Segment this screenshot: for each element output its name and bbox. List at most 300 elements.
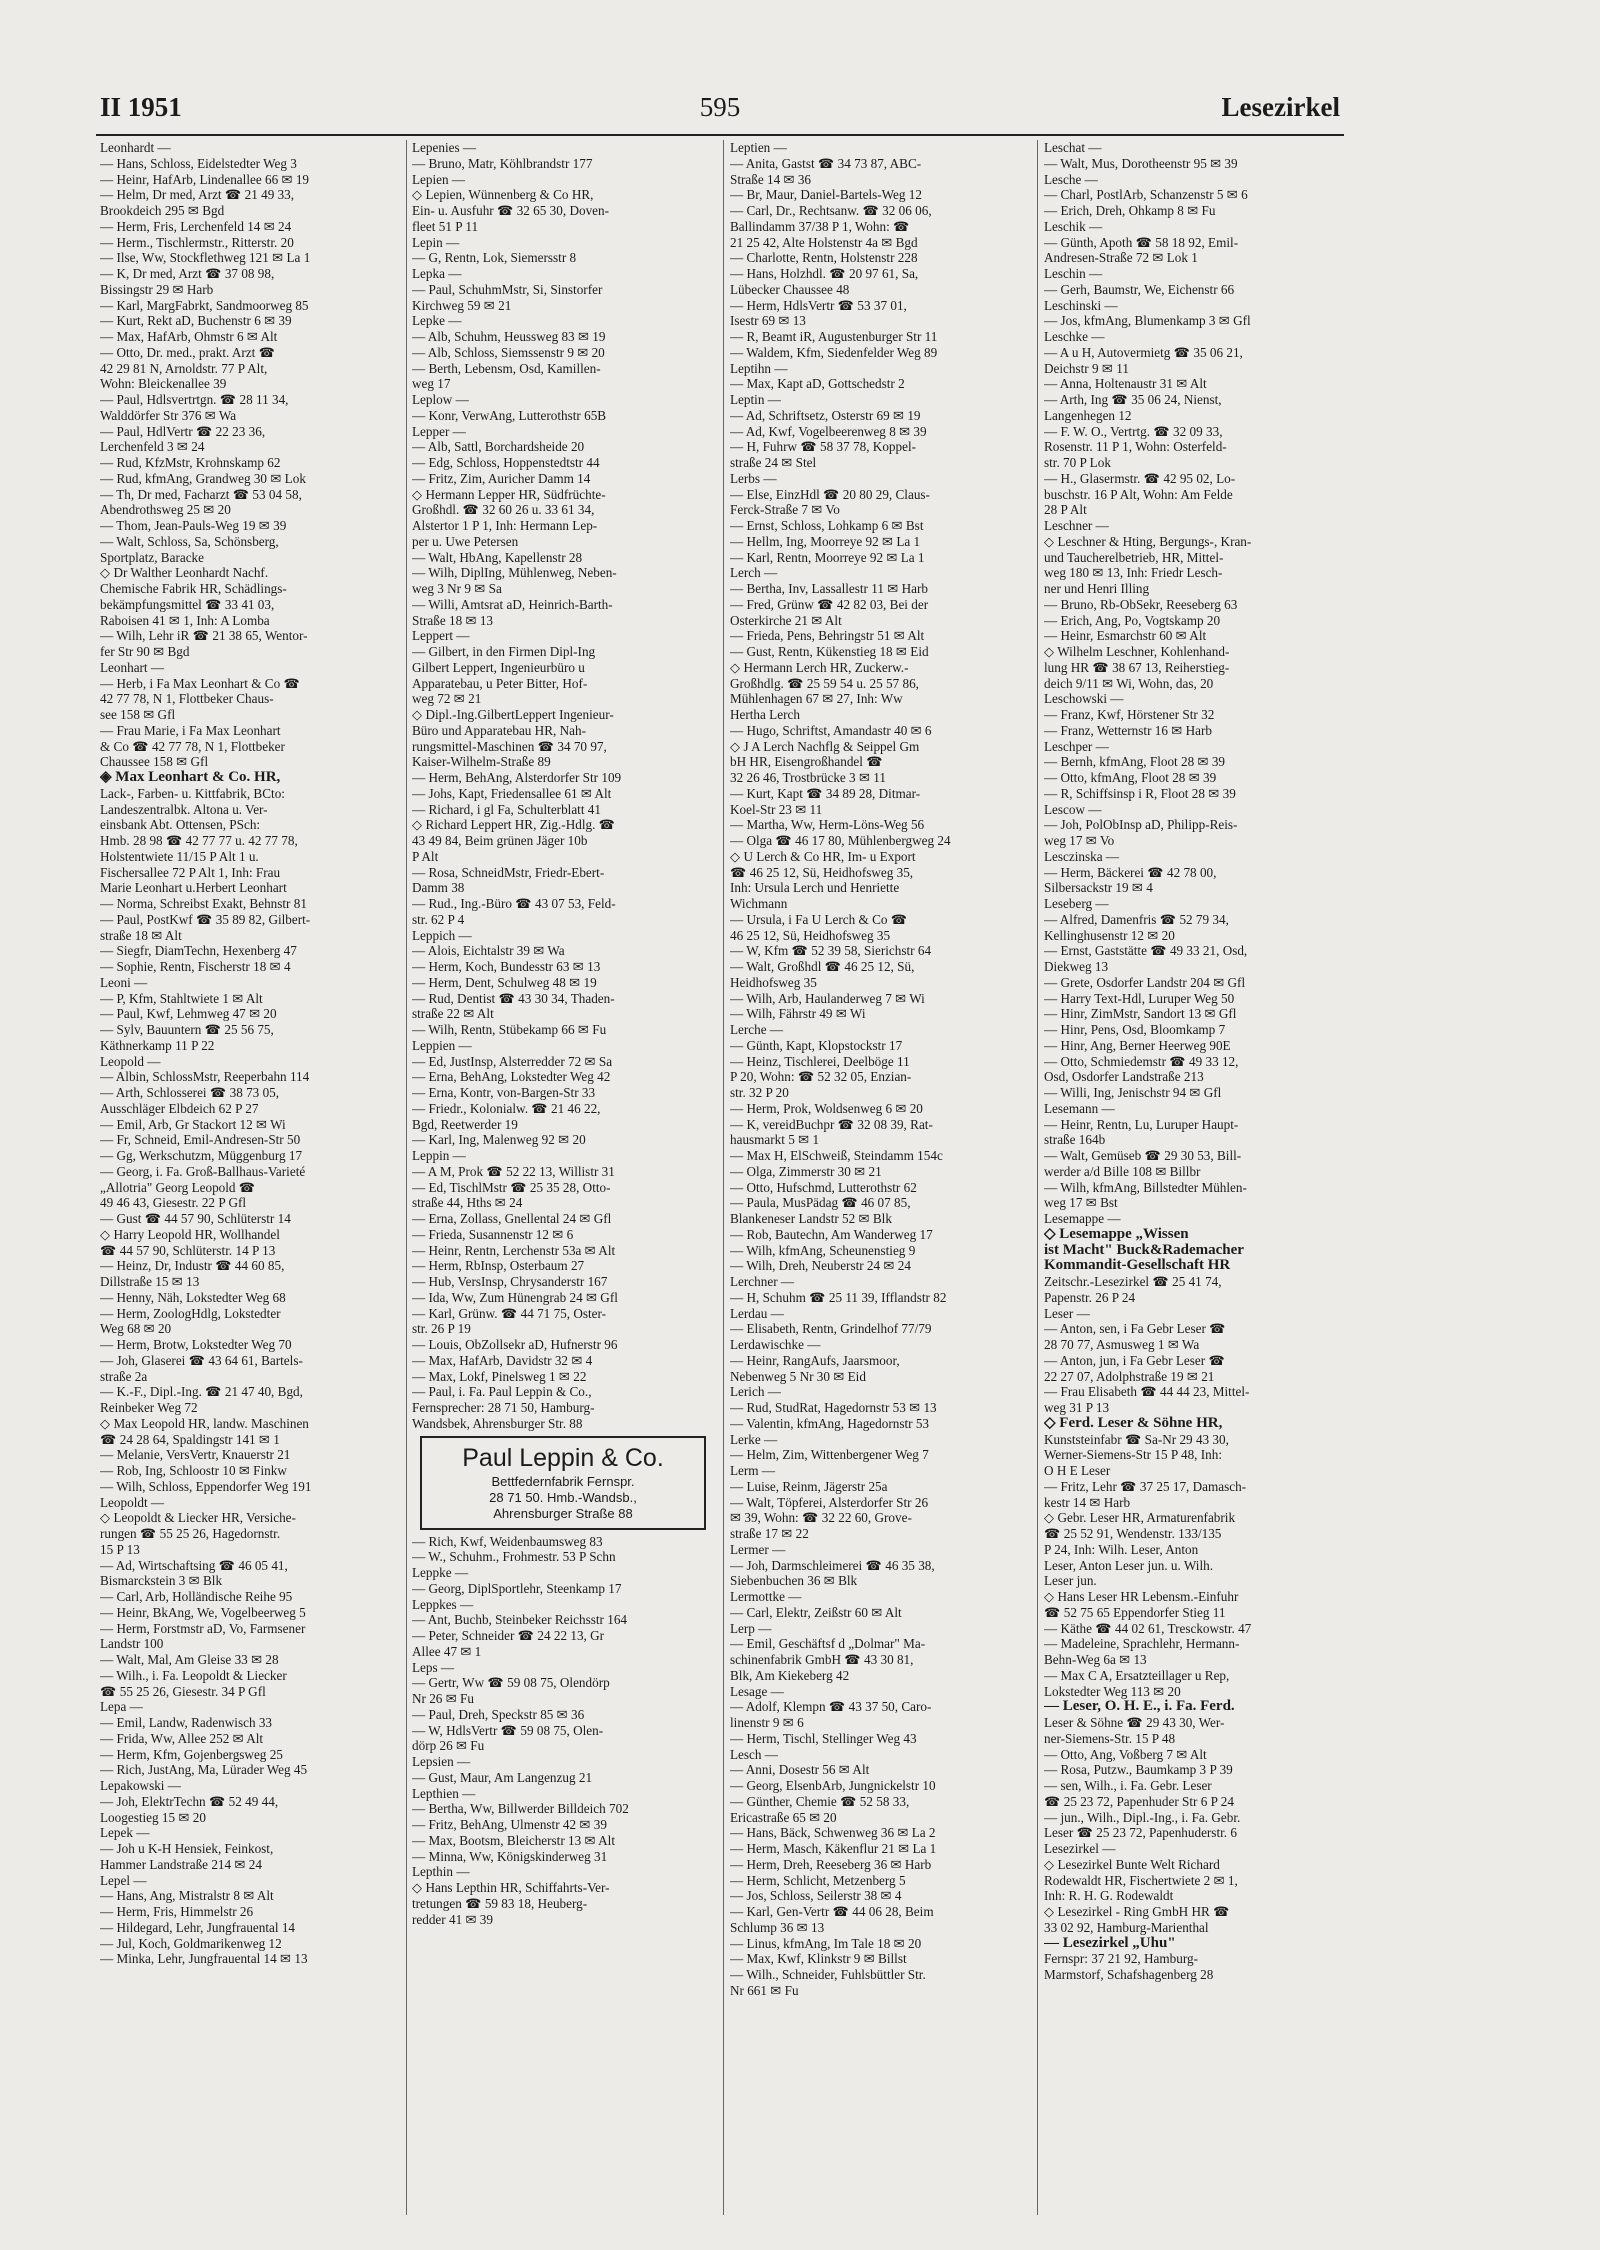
directory-entry-line: P 20, Wohn: ☎ 52 32 05, Enzian- bbox=[730, 1069, 912, 1085]
directory-entry-line: — Wilh., Schneider, Fuhlsbüttler Str. bbox=[730, 1967, 926, 1982]
directory-entry-line: ◇ Leopoldt & Liecker HR, Versiche- bbox=[100, 1510, 296, 1526]
directory-entry-line: — Sylv, Bauuntern ☎ 25 56 75, bbox=[100, 1022, 274, 1037]
directory-entry-line: ◇ Leschner & Hting, Bergungs-, Kran- bbox=[1044, 533, 1252, 549]
surname-heading: Lesemappe — bbox=[1044, 1211, 1121, 1226]
directory-entry-line: — Ed, JustInsp, Alsterredder 72 ✉ Sa bbox=[412, 1053, 613, 1069]
directory-entry-line: — Wilh, kfmAng, Scheunenstieg 9 bbox=[730, 1242, 916, 1258]
surname-heading: Leplow — bbox=[412, 392, 469, 407]
directory-entry-line: — Ernst, Schloss, Lohkamp 6 ✉ Bst bbox=[730, 518, 924, 533]
directory-entry-line: — Franz, Wetternstr 16 ✉ Harb bbox=[1044, 722, 1212, 738]
directory-entry-line: — Karl, Rentn, Moorreye 92 ✉ La 1 bbox=[730, 549, 925, 565]
directory-entry-line: Straße 18 ✉ 13 bbox=[412, 612, 494, 628]
surname-heading: Lepper — bbox=[412, 423, 466, 439]
directory-entry-line: — Joh u K-H Hensiek, Feinkost, bbox=[100, 1841, 274, 1856]
directory-entry-line: — Paul, i. Fa. Paul Leppin & Co., bbox=[412, 1384, 592, 1400]
directory-entry-line: — Herm, Bäckerei ☎ 42 78 00, bbox=[1044, 864, 1217, 880]
directory-entry-line: — Hellm, Ing, Moorreye 92 ✉ La 1 bbox=[730, 533, 921, 549]
directory-entry-line: — Konr, VerwAng, Lutterothstr 65B bbox=[412, 407, 607, 423]
directory-entry-line: werder a/d Bille 108 ✉ Billbr bbox=[1044, 1163, 1201, 1179]
directory-entry-line: Fernsprecher: 28 71 50, Hamburg- bbox=[412, 1400, 595, 1415]
directory-entry-line: — Wilh, Schloss, Eppendorfer Weg 191 bbox=[100, 1478, 312, 1494]
directory-entry-line: — Herm, HdlsVertr ☎ 53 37 01, bbox=[730, 297, 907, 313]
directory-entry-line: Deichstr 9 ✉ 11 bbox=[1044, 360, 1129, 376]
directory-entry-line: — Hugo, Schriftst, Amandastr 40 ✉ 6 bbox=[730, 722, 932, 738]
directory-entry-line: 21 25 42, Alte Holstenstr 4a ✉ Bgd bbox=[730, 234, 918, 250]
directory-entry-line: — Walt, Töpferei, Alsterdorfer Str 26 bbox=[730, 1494, 929, 1510]
directory-entry-line: ◇ Lesemappe „Wissen bbox=[1044, 1226, 1189, 1242]
directory-entry-line: str. 70 P Lok bbox=[1044, 455, 1111, 470]
directory-entry-line: — Kurt, Rekt aD, Buchenstr 6 ✉ 39 bbox=[100, 313, 292, 329]
directory-entry-line: — Anton, sen, i Fa Gebr Leser ☎ bbox=[1044, 1321, 1226, 1337]
directory-entry-line: — Fritz, Zim, Auricher Damm 14 bbox=[412, 470, 591, 486]
directory-column-4 bbox=[1044, 140, 1344, 2220]
directory-entry-line: — Carl, Elektr, Zeißstr 60 ✉ Alt bbox=[730, 1604, 902, 1620]
directory-entry-line: — Thom, Jean-Pauls-Weg 19 ✉ 39 bbox=[100, 518, 287, 533]
directory-entry-line: Sportplatz, Baracke bbox=[100, 549, 204, 565]
directory-entry-line: ◇ Wilhelm Leschner, Kohlenhand- bbox=[1044, 644, 1230, 659]
directory-entry-line: Nebenweg 5 Nr 30 ✉ Eid bbox=[730, 1368, 866, 1384]
directory-entry-line: Walddörfer Str 376 ✉ Wa bbox=[100, 407, 237, 423]
directory-entry-line: Leser jun. bbox=[1044, 1573, 1097, 1589]
directory-entry-line: — Henny, Näh, Lokstedter Weg 68 bbox=[100, 1289, 286, 1305]
directory-entry-line: — Walt, Großhdl ☎ 46 25 12, Sü, bbox=[730, 959, 915, 974]
directory-entry-line: Hammer Landstraße 214 ✉ 24 bbox=[100, 1856, 262, 1872]
directory-entry-line: — Berth, Lebensm, Osd, Kamillen- bbox=[412, 360, 601, 376]
directory-entry-line: — Gust, Rentn, Kükenstieg 18 ✉ Eid bbox=[730, 644, 929, 659]
directory-entry-line: kestr 14 ✉ Harb bbox=[1044, 1494, 1131, 1510]
directory-entry-line: — Alb, Schuhm, Heussweg 83 ✉ 19 bbox=[412, 329, 606, 344]
advertisement-line: 28 71 50. Hmb.-Wandsb., bbox=[489, 1489, 637, 1505]
directory-entry-line: Ericastraße 65 ✉ 20 bbox=[730, 1809, 837, 1825]
directory-entry-line: ner-Siemens-Str. 15 P 48 bbox=[1044, 1730, 1176, 1746]
directory-entry-line: — W, Kfm ☎ 52 39 58, Sierichstr 64 bbox=[730, 943, 932, 959]
column-divider bbox=[406, 140, 407, 2215]
directory-entry-line: — Karl, MargFabrkt, Sandmoorweg 85 bbox=[100, 297, 309, 313]
directory-entry-line: — Walt, HbAng, Kapellenstr 28 bbox=[412, 549, 583, 565]
directory-entry-line: — Linus, kfmAng, Im Tale 18 ✉ 20 bbox=[730, 1935, 922, 1951]
directory-entry-line: — Lesezirkel „Uhu" bbox=[1044, 1935, 1176, 1951]
directory-entry-line: Inh: Ursula Lerch und Henriette bbox=[730, 880, 900, 896]
directory-entry-line: — Harry Text-Hdl, Luruper Weg 50 bbox=[1044, 990, 1235, 1006]
directory-entry-line: Lack-, Farben- u. Kittfabrik, BCto: bbox=[100, 785, 285, 801]
directory-entry-line: — Olga, Zimmerstr 30 ✉ 21 bbox=[730, 1163, 882, 1179]
directory-entry-line: Hmb. 28 98 ☎ 42 77 77 u. 42 77 78, bbox=[100, 833, 298, 848]
directory-entry-line: — Heinz, Dr, Industr ☎ 44 60 85, bbox=[100, 1258, 285, 1274]
directory-entry-line: — Erna, Zollass, Gnellental 24 ✉ Gfl bbox=[412, 1211, 612, 1226]
directory-entry-line: ◇ J A Lerch Nachflg & Seippel Gm bbox=[730, 738, 920, 754]
surname-heading: Leptien — bbox=[730, 140, 787, 155]
surname-heading: Leschper — bbox=[1044, 738, 1109, 754]
directory-entry-line: — Fritz, Lehr ☎ 37 25 17, Damasch- bbox=[1044, 1478, 1247, 1494]
directory-entry-line: ◇ U Lerch & Co HR, Im- u Export bbox=[730, 848, 916, 864]
directory-entry-line: — Herm, RbInsp, Osterbaum 27 bbox=[412, 1258, 585, 1274]
directory-entry-line: straße 2a bbox=[100, 1368, 148, 1384]
directory-entry-line: — H., Glasermstr. ☎ 42 95 02, Lo- bbox=[1044, 470, 1236, 486]
directory-entry-line: — Franz, Kwf, Hörstener Str 32 bbox=[1044, 707, 1215, 722]
directory-entry-line: — Otto, Dr. med., prakt. Arzt ☎ bbox=[100, 344, 276, 360]
directory-entry-line: — Gust, Maur, Am Langenzug 21 bbox=[412, 1769, 593, 1785]
directory-entry-line: Hertha Lerch bbox=[730, 707, 800, 722]
directory-entry-line: — Frau Elisabeth ☎ 44 44 23, Mittel- bbox=[1044, 1384, 1250, 1400]
directory-entry-line: P Alt bbox=[412, 848, 439, 864]
directory-entry-line: bH HR, Eisengroßhandel ☎ bbox=[730, 754, 883, 770]
directory-entry-line: — Frau Marie, i Fa Max Leonhart bbox=[100, 722, 281, 738]
directory-entry-line: — Max, Bootsm, Bleicherstr 13 ✉ Alt bbox=[412, 1832, 615, 1848]
directory-entry-line: — Willi, Ing, Jenischstr 94 ✉ Gfl bbox=[1044, 1085, 1222, 1100]
directory-entry-line: — Wilh, kfmAng, Billstedter Mühlen- bbox=[1044, 1179, 1247, 1195]
surname-heading: Leptihn — bbox=[730, 360, 788, 376]
directory-entry-line: Osterkirche 21 ✉ Alt bbox=[730, 612, 842, 628]
directory-entry-line: — Erich, Dreh, Ohkamp 8 ✉ Fu bbox=[1044, 203, 1216, 218]
directory-entry-line: ☎ 25 23 72, Papenhuder Str 6 P 24 bbox=[1044, 1793, 1234, 1809]
directory-entry-line: Siebenbuchen 36 ✉ Blk bbox=[730, 1573, 858, 1589]
directory-entry-line: Werner-Siemens-Str 15 P 48, Inh: bbox=[1044, 1447, 1223, 1463]
volume-year: II 1951 bbox=[100, 92, 182, 122]
directory-entry-line: Damm 38 bbox=[412, 880, 465, 896]
directory-entry-line: — Heinr, RangAufs, Jaarsmoor, bbox=[730, 1352, 900, 1368]
directory-entry-line: — Siegfr, DiamTechn, Hexenberg 47 bbox=[100, 943, 297, 959]
directory-entry-line: — Herm, Kfm, Gojenbergsweg 25 bbox=[100, 1746, 283, 1762]
surname-heading: Leppke — bbox=[412, 1565, 469, 1580]
directory-entry-line: — Erna, BehAng, Lokstedter Weg 42 bbox=[412, 1069, 611, 1085]
surname-heading: Lesch — bbox=[730, 1746, 778, 1762]
directory-entry-line: — Norma, Schreibst Exakt, Behnstr 81 bbox=[100, 896, 307, 911]
directory-entry-line: Fernspr: 37 21 92, Hamburg- bbox=[1044, 1951, 1198, 1967]
directory-entry-line: ◇ Max Leopold HR, landw. Maschinen bbox=[100, 1415, 309, 1431]
directory-entry-line: — Ad, Schriftsetz, Osterstr 69 ✉ 19 bbox=[730, 407, 921, 423]
directory-entry-line: — Wilh., i. Fa. Leopoldt & Liecker bbox=[100, 1667, 287, 1683]
directory-entry-line: straße 22 ✉ Alt bbox=[412, 1006, 494, 1022]
directory-entry-line: — Ad, Kwf, Vogelbeerenweg 8 ✉ 39 bbox=[730, 423, 927, 439]
directory-entry-line: Silbersackstr 19 ✉ 4 bbox=[1044, 880, 1153, 896]
directory-entry-line: — Gust ☎ 44 57 90, Schlüterstr 14 bbox=[100, 1211, 291, 1226]
directory-entry-line: — Leser, O. H. E., i. Fa. Ferd. bbox=[1044, 1699, 1235, 1715]
directory-entry-line: ◇ Hans Lepthin HR, Schiffahrts-Ver- bbox=[412, 1880, 610, 1895]
directory-entry-line: — Hub, VersInsp, Chrysanderstr 167 bbox=[412, 1274, 608, 1289]
directory-entry-line: buschstr. 16 P Alt, Wohn: Am Felde bbox=[1044, 486, 1233, 502]
directory-entry-line: 22 27 07, Adolphstraße 19 ✉ 21 bbox=[1044, 1368, 1215, 1384]
directory-entry-line: weg 72 ✉ 21 bbox=[412, 691, 482, 707]
surname-heading: Leppkes — bbox=[412, 1596, 474, 1612]
directory-entry-line: Zeitschr.-Lesezirkel ☎ 25 41 74, bbox=[1044, 1274, 1222, 1289]
surname-heading: Leps — bbox=[412, 1659, 455, 1675]
surname-heading: Lescow — bbox=[1044, 801, 1102, 817]
directory-entry-line: redder 41 ✉ 39 bbox=[412, 1911, 493, 1927]
directory-entry-line: ☎ 25 52 91, Wendenstr. 133/135 bbox=[1044, 1526, 1222, 1541]
directory-entry-line: Langenhegen 12 bbox=[1044, 407, 1132, 423]
page-number: 595 bbox=[699, 92, 741, 122]
directory-entry-line: — Emil, Arb, Gr Stackort 12 ✉ Wi bbox=[100, 1116, 286, 1132]
directory-entry-line: Lerchenfeld 3 ✉ 24 bbox=[100, 439, 205, 455]
directory-entry-line: — Walt, Mal, Am Gleise 33 ✉ 28 bbox=[100, 1652, 279, 1667]
directory-entry-line: Fischersallee 72 P Alt 1, Inh: Frau bbox=[100, 864, 281, 880]
directory-entry-line: — Bruno, Matr, Köhlbrandstr 177 bbox=[412, 155, 593, 171]
directory-entry-line: Loogestieg 15 ✉ 20 bbox=[100, 1809, 206, 1825]
directory-entry-line: Marmstorf, Schafshagenberg 28 bbox=[1044, 1967, 1214, 1982]
directory-entry-line: — Paul, SchuhmMstr, Si, Sinstorfer bbox=[412, 281, 603, 297]
directory-entry-line: rungen ☎ 55 25 26, Hagedornstr. bbox=[100, 1526, 281, 1541]
surname-heading: Lepke — bbox=[412, 313, 462, 329]
directory-entry-line: — Rud, KfzMstr, Krohnskamp 62 bbox=[100, 455, 281, 470]
directory-entry-line: — Peter, Schneider ☎ 24 22 13, Gr bbox=[412, 1628, 605, 1643]
surname-heading: Leschin — bbox=[1044, 266, 1103, 281]
directory-entry-line: — Max, HafArb, Ohmstr 6 ✉ Alt bbox=[100, 329, 278, 344]
directory-entry-line: — Friedr., Kolonialw. ☎ 21 46 22, bbox=[412, 1100, 601, 1116]
column-divider bbox=[723, 140, 724, 2215]
directory-entry-line: Allee 47 ✉ 1 bbox=[412, 1643, 482, 1659]
directory-entry-line: „Allotria" Georg Leopold ☎ bbox=[100, 1179, 256, 1195]
directory-entry-line: — Günther, Chemie ☎ 52 58 33, bbox=[730, 1793, 910, 1809]
directory-entry-line: Andresen-Straße 72 ✉ Lok 1 bbox=[1044, 250, 1198, 266]
directory-entry-line: Bissingstr 29 ✉ Harb bbox=[100, 281, 214, 297]
directory-entry-line: bekämpfungsmittel ☎ 33 41 03, bbox=[100, 596, 275, 612]
directory-entry-line: — A M, Prok ☎ 52 22 13, Willistr 31 bbox=[412, 1163, 615, 1179]
directory-entry-line: straße 44, Hths ✉ 24 bbox=[412, 1195, 523, 1211]
directory-entry-line: Chemische Fabrik HR, Schädlings- bbox=[100, 581, 287, 596]
advertisement-line: Bettfedernfabrik Fernspr. bbox=[491, 1473, 635, 1489]
directory-entry-line: ist Macht" Buck&Rademacher bbox=[1044, 1242, 1244, 1258]
directory-entry-line: tretungen ☎ 59 83 18, Heuberg- bbox=[412, 1895, 588, 1911]
directory-entry-line: 42 77 78, N 1, Flottbeker Chaus- bbox=[100, 691, 274, 707]
directory-entry-line: — Edg, Schloss, Hoppenstedtstr 44 bbox=[412, 455, 600, 470]
directory-entry-line: — Elisabeth, Rentn, Grindelhof 77/79 bbox=[730, 1321, 932, 1337]
directory-entry-line: Schlump 36 ✉ 13 bbox=[730, 1919, 825, 1935]
directory-entry-line: — Herm, Masch, Käkenflur 21 ✉ La 1 bbox=[730, 1841, 937, 1856]
directory-entry-line: — Wilh, Arb, Haulanderweg 7 ✉ Wi bbox=[730, 990, 925, 1006]
directory-entry-line: einsbank Abt. Ottensen, PSch: bbox=[100, 817, 261, 833]
directory-entry-line: — Arth, Ing ☎ 35 06 24, Nienst, bbox=[1044, 392, 1222, 407]
directory-entry-line: — Rud, Dentist ☎ 43 30 34, Thaden- bbox=[412, 990, 615, 1006]
directory-entry-line: — Johs, Kapt, Friedensallee 61 ✉ Alt bbox=[412, 785, 612, 801]
directory-entry-line: — Arth, Schlosserei ☎ 38 73 05, bbox=[100, 1085, 280, 1100]
directory-entry-line: 43 49 84, Beim grünen Jäger 10b bbox=[412, 833, 588, 848]
surname-heading: Leppien — bbox=[412, 1037, 472, 1053]
directory-entry-line: ◇ Hermann Lerch HR, Zuckerw.- bbox=[730, 659, 909, 675]
directory-entry-line: fleet 51 P 11 bbox=[412, 218, 479, 234]
surname-heading: Lepek — bbox=[100, 1825, 150, 1841]
directory-entry-line: — Rob, Bautechn, Am Wanderweg 17 bbox=[730, 1226, 933, 1242]
directory-entry-line: — Herm, Dent, Schulweg 48 ✉ 19 bbox=[412, 974, 597, 990]
directory-entry-line: — Erna, Kontr, von-Bargen-Str 33 bbox=[412, 1085, 596, 1100]
directory-entry-line: — Wilh, Fährstr 49 ✉ Wi bbox=[730, 1006, 866, 1022]
directory-entry-line: Büro und Apparatebau HR, Nah- bbox=[412, 722, 586, 738]
directory-entry-line: — Herm, ZoologHdlg, Lokstedter bbox=[100, 1305, 281, 1321]
directory-entry-line: — Bertha, Inv, Lassallestr 11 ✉ Harb bbox=[730, 581, 928, 596]
directory-entry-line: — Joh, PolObInsp aD, Philipp-Reis- bbox=[1044, 817, 1238, 833]
directory-entry-line: — Ad, Wirtschaftsing ☎ 46 05 41, bbox=[100, 1557, 288, 1573]
directory-entry-line: ◇ Hermann Lepper HR, Südfrüchte- bbox=[412, 486, 606, 502]
directory-entry-line: Leser ☎ 25 23 72, Papenhuderstr. 6 bbox=[1044, 1825, 1237, 1841]
directory-entry-line: — Bertha, Ww, Billwerder Billdeich 702 bbox=[412, 1801, 629, 1817]
directory-entry-line: — Hans, Ang, Mistralstr 8 ✉ Alt bbox=[100, 1888, 274, 1904]
directory-entry-line: ◇ Lesezirkel - Ring GmbH HR ☎ bbox=[1044, 1904, 1230, 1919]
surname-heading: Leopoldt — bbox=[100, 1494, 165, 1510]
surname-heading: Lepsien — bbox=[412, 1754, 471, 1769]
surname-heading: Lepel — bbox=[100, 1872, 147, 1888]
directory-entry-line: — Walt, Gemüseb ☎ 29 30 53, Bill- bbox=[1044, 1148, 1242, 1163]
directory-entry-line: — Heinr, Rentn, Lu, Luruper Haupt- bbox=[1044, 1116, 1239, 1132]
directory-entry-line: — Rob, Ing, Schloostr 10 ✉ Finkw bbox=[100, 1463, 287, 1478]
directory-entry-line: — Hans, Holzhdl. ☎ 20 97 61, Sa, bbox=[730, 266, 919, 281]
directory-entry-line: — Rich, Kwf, Weidenbaumsweg 83 bbox=[412, 1533, 603, 1549]
directory-entry-line: weg 180 ✉ 13, Inh: Friedr Lesch- bbox=[1044, 565, 1223, 581]
directory-entry-line: — Karl, Ing, Malenweg 92 ✉ 20 bbox=[412, 1132, 586, 1148]
directory-entry-line: — Melanie, VersVertr, Knauerstr 21 bbox=[100, 1447, 291, 1463]
directory-entry-line: str. 26 P 19 bbox=[412, 1321, 471, 1337]
directory-entry-line: — Gertr, Ww ☎ 59 08 75, Olendörp bbox=[412, 1675, 610, 1691]
directory-entry-line: — Anita, Gastst ☎ 34 73 87, ABC- bbox=[730, 155, 922, 171]
directory-entry-line: — Rud, kfmAng, Grandweg 30 ✉ Lok bbox=[100, 470, 306, 486]
directory-entry-line: Kellinghusenstr 12 ✉ 20 bbox=[1044, 927, 1175, 943]
directory-entry-line: 33 02 92, Hamburg-Marienthal bbox=[1044, 1919, 1209, 1935]
directory-entry-line: ◇ Gebr. Leser HR, Armaturenfabrik bbox=[1044, 1510, 1236, 1526]
directory-entry-line: Bgd, Reetwerder 19 bbox=[412, 1116, 518, 1132]
directory-entry-line: — Hildegard, Lehr, Jungfrauental 14 bbox=[100, 1919, 296, 1935]
directory-entry-line: — Walt, Mus, Dorotheenstr 95 ✉ 39 bbox=[1044, 155, 1238, 171]
directory-entry-line: — Albin, SchlossMstr, Reeperbahn 114 bbox=[100, 1069, 310, 1085]
directory-entry-line: — K, Dr med, Arzt ☎ 37 08 98, bbox=[100, 266, 275, 281]
directory-entry-line: ◇ Richard Leppert HR, Zig.-Hdlg. ☎ bbox=[412, 817, 616, 833]
directory-entry-line: 28 70 77, Asmusweg 1 ✉ Wa bbox=[1044, 1337, 1200, 1352]
directory-entry-line: — Bernh, kfmAng, Floot 28 ✉ 39 bbox=[1044, 754, 1226, 770]
directory-entry-line: Leser, Anton Leser jun. u. Wilh. bbox=[1044, 1557, 1214, 1573]
directory-entry-line: — Rud., Ing.-Büro ☎ 43 07 53, Feld- bbox=[412, 896, 616, 911]
directory-entry-line: — Ernst, Gaststätte ☎ 49 33 21, Osd, bbox=[1044, 943, 1248, 959]
directory-entry-line: — Joh, Darmschleimerei ☎ 46 35 38, bbox=[730, 1557, 935, 1573]
directory-entry-line: — Wilh, DiplIng, Mühlenweg, Neben- bbox=[412, 565, 617, 581]
directory-entry-line: Lübecker Chaussee 48 bbox=[730, 281, 850, 297]
directory-entry-line: Inh: R. H. G. Rodewaldt bbox=[1044, 1888, 1174, 1904]
directory-entry-line: ◇ Lepien, Wünnenberg & Co HR, bbox=[412, 187, 594, 203]
surname-heading: Lerbs — bbox=[730, 470, 777, 486]
directory-entry-line: — Sophie, Rentn, Fischerstr 18 ✉ 4 bbox=[100, 959, 291, 974]
surname-heading: Leonhart — bbox=[100, 659, 165, 675]
directory-entry-line: — Th, Dr med, Facharzt ☎ 53 04 58, bbox=[100, 486, 302, 502]
directory-entry-line: Weg 68 ✉ 20 bbox=[100, 1321, 172, 1337]
directory-entry-line: — Charlotte, Rentn, Holstenstr 228 bbox=[730, 250, 918, 266]
directory-entry-line: 32 26 46, Trostbrücke 3 ✉ 11 bbox=[730, 770, 886, 785]
directory-entry-line: — Jos, Schloss, Seilerstr 38 ✉ 4 bbox=[730, 1888, 902, 1904]
surname-heading: Leopold — bbox=[100, 1053, 161, 1069]
surname-heading: Lerch — bbox=[730, 565, 778, 581]
directory-entry-line: — Martha, Ww, Herm-Löns-Weg 56 bbox=[730, 817, 925, 833]
directory-entry-line: — Anni, Dosestr 56 ✉ Alt bbox=[730, 1762, 870, 1778]
directory-entry-line: weg 17 ✉ Bst bbox=[1044, 1195, 1118, 1211]
directory-entry-line: Koel-Str 23 ✉ 11 bbox=[730, 801, 823, 817]
directory-entry-line: Wandsbek, Ahrensburger Str. 88 bbox=[412, 1415, 583, 1431]
directory-entry-line: Rodewaldt HR, Fischertwiete 2 ✉ 1, bbox=[1044, 1872, 1238, 1888]
directory-entry-line: Nr 661 ✉ Fu bbox=[730, 1982, 799, 1998]
surname-heading: Leppert — bbox=[412, 628, 470, 644]
directory-entry-line: — Grete, Osdorfer Landstr 204 ✉ Gfl bbox=[1044, 974, 1246, 990]
directory-entry-line: — Rosa, SchneidMstr, Friedr-Ebert- bbox=[412, 864, 605, 880]
directory-entry-line: Kirchweg 59 ✉ 21 bbox=[412, 297, 512, 313]
surname-heading: Leschat — bbox=[1044, 140, 1102, 155]
directory-entry-line: see 158 ✉ Gfl bbox=[100, 707, 176, 722]
directory-entry-line: — F. W. O., Vertrtg. ☎ 32 09 33, bbox=[1044, 423, 1223, 439]
directory-entry-line: Käthnerkamp 11 P 22 bbox=[100, 1037, 215, 1053]
directory-entry-line: — Paul, PostKwf ☎ 35 89 82, Gilbert- bbox=[100, 911, 311, 927]
surname-heading: Lermottke — bbox=[730, 1589, 802, 1604]
surname-heading: Lesage — bbox=[730, 1683, 784, 1699]
directory-entry-line: ner und Henri Illing bbox=[1044, 581, 1150, 596]
directory-entry-line: — jun., Wilh., Dipl.-Ing., i. Fa. Gebr. bbox=[1044, 1809, 1241, 1825]
directory-entry-line: — Herm, Schlicht, Metzenberg 5 bbox=[730, 1872, 906, 1888]
directory-entry-line: Papenstr. 26 P 24 bbox=[1044, 1289, 1136, 1305]
surname-heading: Lepin — bbox=[412, 234, 460, 250]
directory-entry-line: ✉ 39, Wohn: ☎ 32 22 60, Grove- bbox=[730, 1510, 912, 1526]
directory-entry-line: — Bruno, Rb-ObSekr, Reeseberg 63 bbox=[1044, 596, 1238, 612]
directory-entry-line: — Herm, Fris, Himmelstr 26 bbox=[100, 1904, 254, 1919]
directory-entry-line: per u. Uwe Petersen bbox=[412, 533, 519, 549]
directory-entry-line: — Gilbert, in den Firmen Dipl-Ing bbox=[412, 644, 596, 659]
directory-entry-line: — Br, Maur, Daniel-Bartels-Weg 12 bbox=[730, 187, 922, 203]
directory-entry-line: 28 P Alt bbox=[1044, 502, 1087, 518]
directory-entry-line: 42 29 81 N, Arnoldstr. 77 P Alt, bbox=[100, 360, 268, 376]
directory-entry-line: Reinbeker Weg 72 bbox=[100, 1400, 198, 1415]
surname-heading: Lepka — bbox=[412, 266, 462, 281]
directory-entry-line: — Hinr, Ang, Berner Heerweg 90E bbox=[1044, 1037, 1231, 1053]
directory-entry-line: — P, Kfm, Stahltwiete 1 ✉ Alt bbox=[100, 990, 263, 1006]
directory-entry-line: — Hinr, Pens, Osd, Bloomkamp 7 bbox=[1044, 1022, 1226, 1037]
directory-entry-line: — sen, Wilh., i. Fa. Gebr. Leser bbox=[1044, 1778, 1212, 1793]
directory-entry-line: Wichmann bbox=[730, 896, 788, 911]
advertisement-line: Ahrensburger Straße 88 bbox=[493, 1505, 633, 1521]
directory-entry-line: — Heinr, BkAng, We, Vogelbeerweg 5 bbox=[100, 1604, 306, 1620]
directory-entry-line: — Ida, Ww, Zum Hünengrab 24 ✉ Gfl bbox=[412, 1289, 618, 1305]
directory-entry-line: Diekweg 13 bbox=[1044, 959, 1109, 974]
surname-heading: Leschke — bbox=[1044, 329, 1105, 344]
directory-entry-line: — Hinr, ZimMstr, Sandort 13 ✉ Gfl bbox=[1044, 1006, 1237, 1022]
directory-entry-line: weg 17 bbox=[412, 376, 451, 392]
directory-entry-line: Kommandit-Gesellschaft HR bbox=[1044, 1258, 1231, 1274]
surname-heading: Lerdau — bbox=[730, 1305, 784, 1321]
directory-entry-line: ☎ 52 75 65 Eppendorfer Stieg 11 bbox=[1044, 1604, 1226, 1620]
surname-heading: Lesczinska — bbox=[1044, 848, 1120, 864]
directory-entry-line: — Frieda, Susannenstr 12 ✉ 6 bbox=[412, 1226, 574, 1242]
directory-entry-line: Isestr 69 ✉ 13 bbox=[730, 313, 806, 329]
directory-entry-line: — H, Schuhm ☎ 25 11 39, Ifflandstr 82 bbox=[730, 1289, 947, 1305]
directory-entry-line: Abendrothsweg 25 ✉ 20 bbox=[100, 502, 231, 518]
directory-entry-line: O H E Leser bbox=[1044, 1463, 1111, 1478]
directory-entry-line: ☎ 44 57 90, Schlüterstr. 14 P 13 bbox=[100, 1242, 276, 1258]
directory-entry-line: straße 164b bbox=[1044, 1132, 1106, 1148]
directory-entry-line: Ballindamm 37/38 P 1, Wohn: ☎ bbox=[730, 218, 910, 234]
directory-entry-line: — Paul, HdlVertr ☎ 22 23 36, bbox=[100, 423, 266, 439]
directory-entry-line: — Helm, Dr med, Arzt ☎ 21 49 33, bbox=[100, 187, 295, 203]
directory-entry-line: Großhdlg. ☎ 25 59 54 u. 25 57 86, bbox=[730, 675, 919, 691]
surname-heading: Lepthin — bbox=[412, 1864, 470, 1880]
directory-entry-line: Kunststeinfabr ☎ Sa-Nr 29 43 30, bbox=[1044, 1431, 1229, 1447]
directory-entry-line: — K, vereidBuchpr ☎ 32 08 39, Rat- bbox=[730, 1116, 933, 1132]
directory-entry-line: — Alfred, Damenfris ☎ 52 79 34, bbox=[1044, 911, 1229, 927]
directory-entry-line: — Herm, Prok, Woldsenweg 6 ✉ 20 bbox=[730, 1100, 923, 1116]
surname-heading: Lerdawischke — bbox=[730, 1337, 821, 1352]
directory-entry-line: lung HR ☎ 38 67 13, Reiherstieg- bbox=[1044, 659, 1230, 675]
directory-entry-line: Leser & Söhne ☎ 29 43 30, Wer- bbox=[1044, 1715, 1225, 1730]
directory-entry-line: — Max, HafArb, Davidstr 32 ✉ 4 bbox=[412, 1352, 593, 1368]
directory-entry-line: Raboisen 41 ✉ 1, Inh: A Lomba bbox=[100, 612, 270, 628]
directory-entry-line: Marie Leonhart u.Herbert Leonhart bbox=[100, 880, 287, 896]
directory-entry-line: 49 46 43, Giesestr. 22 P Gfl bbox=[100, 1195, 247, 1211]
directory-entry-line: — Charl, PostlArb, Schanzenstr 5 ✉ 6 bbox=[1044, 187, 1248, 203]
directory-entry-line: — Herm., Tischlermstr., Ritterstr. 20 bbox=[100, 234, 294, 250]
directory-entry-line: ◇ Harry Leopold HR, Wollhandel bbox=[100, 1226, 280, 1242]
surname-heading: Lesche — bbox=[1044, 171, 1098, 187]
directory-entry-line: — Max, Kwf, Klinkstr 9 ✉ Billst bbox=[730, 1951, 907, 1967]
directory-entry-line: — Carl, Arb, Holländische Reihe 95 bbox=[100, 1589, 293, 1604]
surname-heading: Leppich — bbox=[412, 927, 472, 943]
